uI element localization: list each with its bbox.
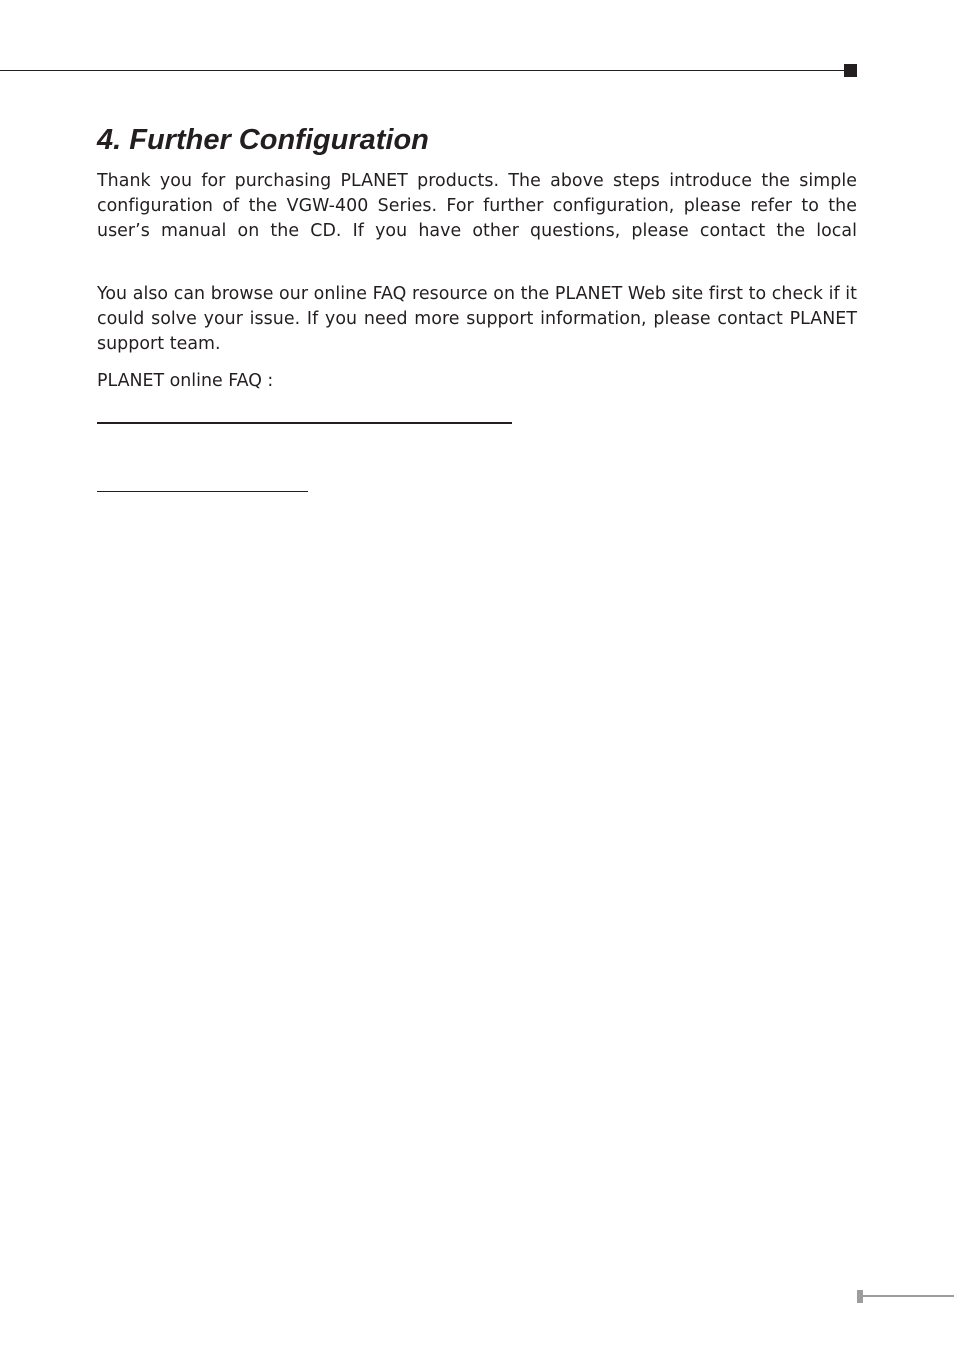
support-email-underline[interactable] <box>97 491 308 492</box>
page-content <box>97 118 857 394</box>
header-square-marker <box>844 64 857 77</box>
faq-paragraph: You also can browse our online FAQ resource on the PLANET Web site first to check if it could solve your issue. If you need more support information, please contact PLANET support team. <box>97 284 857 354</box>
intro-paragraph: Thank you for purchasing PLANET products. The above steps introduce the simple configuration of the VGW-400 Series. For further configuration, please refer to the user’s manual on the CD. If you have other questions, please contact the local <box>97 171 857 241</box>
footer-rule <box>862 1295 954 1297</box>
header-rule <box>0 70 848 71</box>
faq-label: PLANET online FAQ : <box>97 371 274 391</box>
faq-link-underline[interactable] <box>97 422 512 424</box>
section-title: 4. Further Configuration <box>97 124 429 156</box>
